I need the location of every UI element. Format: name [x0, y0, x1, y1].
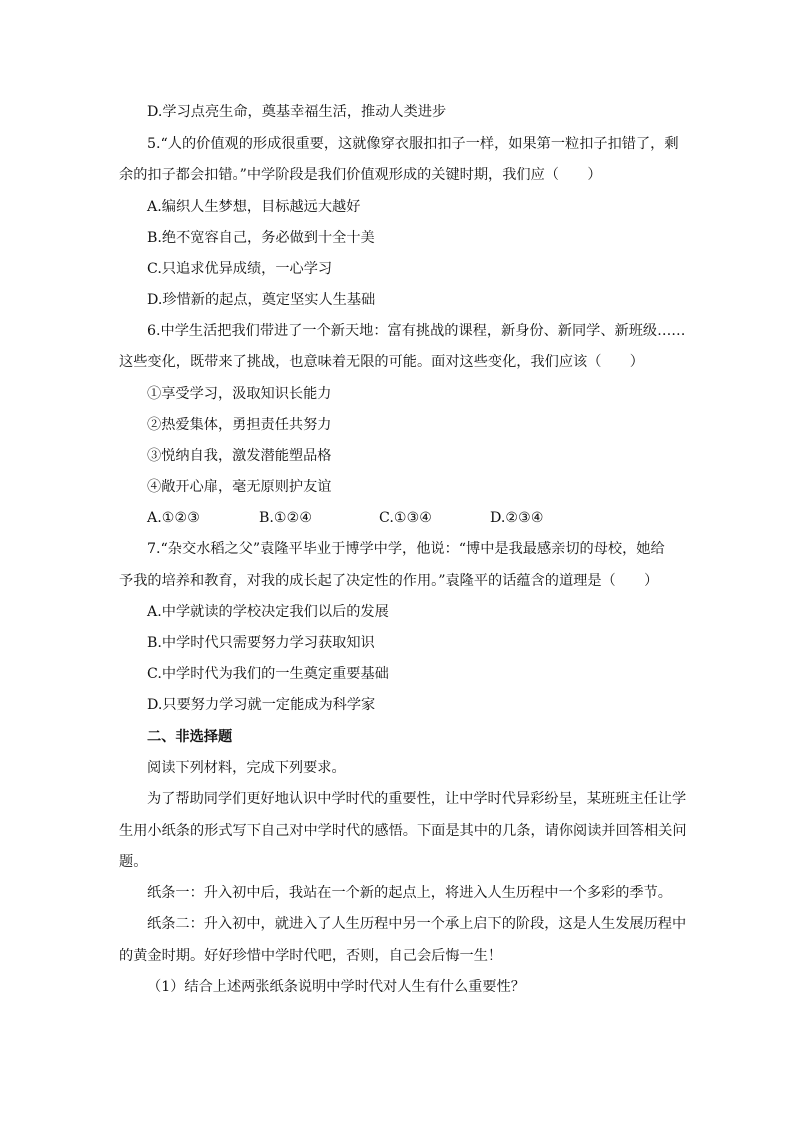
- q4-option-d: D.学习点亮生命，奠基幸福生活，推动人类进步: [147, 104, 447, 120]
- q7-stem-line2: 予我的培养和教育，对我的成长起了决定性的作用。”袁隆平的话蕴含的道理是（ ）: [119, 573, 659, 589]
- material-line2: 生用小纸条的形式写下自己对中学时代的感悟。下面是其中的几条，请你阅读并回答相关问: [119, 823, 687, 839]
- q6-statement-4: ④敞开心扉，毫无原则护友谊: [147, 479, 332, 495]
- material-line1: 为了帮助同学们更好地认识中学时代的重要性，让中学时代异彩纷呈，某班班主任让学: [147, 791, 687, 807]
- section-heading: 二、非选择题: [147, 729, 233, 745]
- note-two-line2: 的黄金时期。好好珍惜中学时代吧，否则，自己会后悔一生！: [119, 948, 503, 964]
- q6-stem-line1: 6.中学生活把我们带进了一个新天地：富有挑战的课程，新身份、新同学、新班级……: [147, 323, 686, 339]
- note-one: 纸条一：升入初中后，我站在一个新的起点上，将进入人生历程中一个多彩的季节。: [147, 885, 672, 901]
- q6-options-row: [147, 508, 707, 528]
- note-two-line1: 纸条二：升入初中，就进入了人生历程中另一个承上启下的阶段，这是人生发展历程中: [147, 916, 687, 932]
- q7-stem-line1: 7.“杂交水稻之父”袁隆平毕业于博学中学，他说：“博中是我最感亲切的母校，她给: [147, 541, 665, 557]
- question-1: （1）结合上述两张纸条说明中学时代对人生有什么重要性？: [147, 979, 525, 995]
- q5-option-c: C.只追求优异成绩，一心学习: [147, 261, 333, 277]
- q7-option-a: A.中学就读的学校决定我们以后的发展: [147, 604, 389, 620]
- q5-option-b: B.绝不宽容自己，务必做到十全十美: [147, 230, 375, 246]
- q5-option-a: A.编织人生梦想，目标越远大越好: [147, 199, 361, 215]
- q7-option-d: D.只要努力学习就一定能成为科学家: [147, 697, 376, 713]
- q6-option-a: A.①②③: [147, 510, 200, 526]
- q6-stem-line2: 这些变化，既带来了挑战，也意味着无限的可能。面对这些变化，我们应该（ ）: [119, 354, 644, 370]
- q6-option-d: D.②③④: [490, 510, 544, 526]
- q5-stem-line2: 余的扣子都会扣错。”中学阶段是我们价值观形成的关键时期，我们应（ ）: [119, 167, 602, 183]
- q7-option-b: B.中学时代只需要努力学习获取知识: [147, 635, 375, 651]
- q6-option-b: B.①②④: [259, 510, 313, 526]
- instruction-text: 阅读下列材料，完成下列要求。: [147, 760, 346, 776]
- q5-option-d: D.珍惜新的起点，奠定坚实人生基础: [147, 292, 376, 308]
- q6-statement-2: ②热爱集体，勇担责任共努力: [147, 417, 332, 433]
- q6-statement-3: ③悦纳自我，激发潜能塑品格: [147, 448, 332, 464]
- q7-option-c: C.中学时代为我们的一生奠定重要基础: [147, 666, 389, 682]
- q6-option-c: C.①③④: [379, 510, 433, 526]
- q5-stem-line1: 5.“人的价值观的形成很重要，这就像穿衣服扣扣子一样，如果第一粒扣子扣错了，剩: [147, 136, 679, 152]
- material-line3: 题。: [119, 854, 148, 870]
- q6-statement-1: ①享受学习，汲取知识长能力: [147, 386, 332, 402]
